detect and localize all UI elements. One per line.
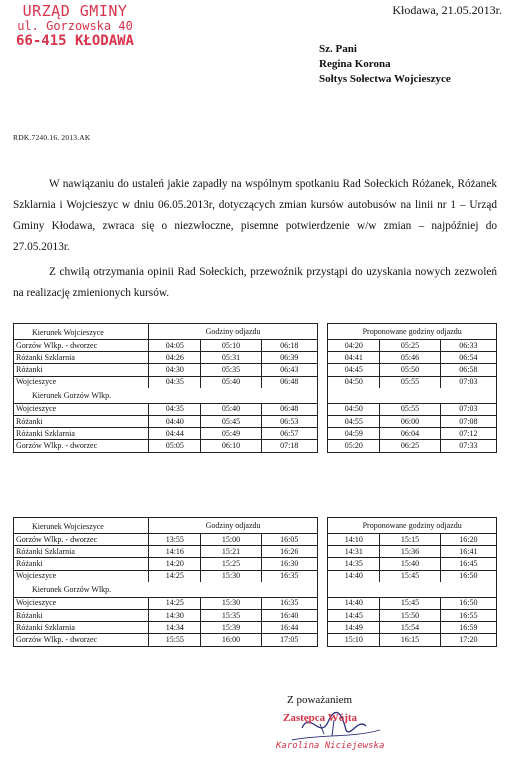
proposed-departure-time: 05:46 [380, 352, 440, 364]
column-gap [317, 428, 327, 440]
proposed-departure-time: 04:50 [328, 403, 380, 415]
current-departure-time: 15:30 [201, 570, 261, 582]
proposed-departure-time: 16:15 [380, 634, 440, 646]
current-departure-time: 06:43 [261, 364, 317, 376]
stop-name: Gorzów Wlkp. - dworzec [14, 634, 149, 646]
current-departure-time: 15:55 [149, 634, 201, 646]
current-departure-time: 05:40 [201, 403, 261, 415]
blank-cell [328, 582, 497, 598]
current-departure-time: 06:48 [261, 403, 317, 415]
stop-name: Wojcieszyce [14, 403, 149, 415]
proposed-departure-time: 05:50 [380, 364, 440, 376]
proposed-departure-time: 07:33 [440, 440, 496, 452]
timetable-row [14, 546, 497, 558]
timetable-row [14, 597, 497, 609]
column-gap [317, 415, 327, 427]
current-departure-time: 05:49 [201, 428, 261, 440]
addressee-block [319, 42, 451, 87]
proposed-departure-time: 15:15 [380, 534, 440, 546]
current-departure-time: 06:48 [261, 376, 317, 388]
stop-name: Różanki Szklarnia [14, 622, 149, 634]
proposed-departure-time: 14:45 [328, 609, 380, 621]
current-departure-time: 06:18 [261, 340, 317, 352]
proposed-departure-time: 14:35 [328, 558, 380, 570]
proposed-departure-time: 05:55 [380, 376, 440, 388]
proposed-departure-time: 04:55 [328, 415, 380, 427]
timetable-row [14, 558, 497, 570]
timetable-row [14, 340, 497, 352]
stamp-line-street: ul. Gorzowska 40 [17, 19, 133, 33]
current-departure-time: 15:39 [201, 622, 261, 634]
signatory-name: Karolina Niciejewska [276, 741, 385, 751]
place-and-date: Kłodawa, 21.05.2013r. [392, 3, 502, 17]
current-departure-time: 15:30 [201, 597, 261, 609]
column-gap [317, 324, 327, 340]
current-departure-time: 05:05 [149, 440, 201, 452]
timetable-row [14, 352, 497, 364]
proposed-departure-time: 06:25 [380, 440, 440, 452]
proposed-departure-time: 05:55 [380, 403, 440, 415]
column-gap [317, 352, 327, 364]
current-departure-time: 16:00 [201, 634, 261, 646]
timetable-row [14, 634, 497, 646]
current-departure-time: 16:40 [261, 609, 317, 621]
current-departure-time: 06:39 [261, 352, 317, 364]
office-stamp [6, 4, 144, 49]
closing-phrase: Z poważaniem [287, 694, 353, 706]
current-departure-time: 14:16 [149, 546, 201, 558]
timetable-afternoon [13, 517, 497, 647]
proposed-departure-time: 06:00 [380, 415, 440, 427]
current-departure-time: 16:44 [261, 622, 317, 634]
proposed-departure-time: 06:33 [440, 340, 496, 352]
column-gap [317, 634, 327, 646]
current-departure-time: 15:35 [201, 609, 261, 621]
proposed-departure-time: 16:50 [440, 597, 496, 609]
current-departure-time: 04:26 [149, 352, 201, 364]
stop-name: Różanki [14, 558, 149, 570]
proposed-departure-time: 14:10 [328, 534, 380, 546]
section-header-row [14, 582, 497, 598]
current-departure-time: 14:25 [149, 597, 201, 609]
current-departure-time: 14:20 [149, 558, 201, 570]
proposed-departure-time: 07:12 [440, 428, 496, 440]
proposed-departure-time: 07:03 [440, 403, 496, 415]
current-departure-time: 04:40 [149, 415, 201, 427]
column-gap [317, 622, 327, 634]
current-departure-time: 16:35 [261, 570, 317, 582]
current-departure-time: 04:30 [149, 364, 201, 376]
stop-name: Wojcieszyce [14, 597, 149, 609]
proposed-departure-time: 16:55 [440, 609, 496, 621]
current-departure-time: 04:05 [149, 340, 201, 352]
stop-name: Gorzów Wlkp. - dworzec [14, 440, 149, 452]
proposed-departure-time: 04:20 [328, 340, 380, 352]
column-gap [317, 534, 327, 546]
proposed-departure-time: 16:20 [440, 534, 496, 546]
current-departure-time: 15:21 [201, 546, 261, 558]
direction-label: Kierunek Gorzów Wlkp. [14, 388, 318, 404]
column-gap [317, 609, 327, 621]
stop-name: Wojcieszyce [14, 376, 149, 388]
current-departure-time: 06:10 [201, 440, 261, 452]
timetable-row [14, 570, 497, 582]
proposed-departure-time: 06:54 [440, 352, 496, 364]
column-gap [317, 364, 327, 376]
reference-number: RDK.7240.16. 2013.AK [13, 133, 91, 142]
proposed-departure-time: 07:03 [440, 376, 496, 388]
direction-label: Kierunek Wojcieszyce [14, 324, 149, 340]
column-gap [317, 570, 327, 582]
proposed-departure-time: 16:59 [440, 622, 496, 634]
stop-name: Różanki Szklarnia [14, 352, 149, 364]
column-gap [317, 597, 327, 609]
blank-cell [328, 388, 497, 404]
proposed-departure-time: 15:40 [380, 558, 440, 570]
current-departure-time: 05:10 [201, 340, 261, 352]
timetable-row [14, 609, 497, 621]
timetable-morning [13, 323, 497, 453]
section-header-row [14, 518, 497, 534]
timetable-row [14, 364, 497, 376]
current-departure-time: 17:05 [261, 634, 317, 646]
proposed-departure-time: 16:41 [440, 546, 496, 558]
current-departure-time: 16:30 [261, 558, 317, 570]
column-gap [317, 582, 327, 598]
proposed-departure-time: 15:45 [380, 597, 440, 609]
proposed-departure-time: 05:25 [380, 340, 440, 352]
proposed-departure-time: 07:08 [440, 415, 496, 427]
timetable-row [14, 403, 497, 415]
timetable-row [14, 376, 497, 388]
signatory-title: Zastępca Wójta [283, 712, 358, 724]
stop-name: Różanki [14, 609, 149, 621]
current-departure-time: 04:44 [149, 428, 201, 440]
departure-times-header: Godziny odjazdu [149, 518, 318, 534]
current-departure-time: 06:57 [261, 428, 317, 440]
current-departure-time: 14:25 [149, 570, 201, 582]
section-header-row [14, 388, 497, 404]
section-header-row [14, 324, 497, 340]
current-departure-time: 06:53 [261, 415, 317, 427]
stop-name: Gorzów Wlkp. - dworzec [14, 340, 149, 352]
column-gap [317, 546, 327, 558]
proposed-departure-time: 14:49 [328, 622, 380, 634]
proposed-times-header: Proponowane godziny odjazdu [328, 324, 497, 340]
stop-name: Różanki Szklarnia [14, 546, 149, 558]
current-departure-time: 15:00 [201, 534, 261, 546]
addressee-salutation: Sz. Pani [319, 43, 357, 55]
proposed-departure-time: 15:50 [380, 609, 440, 621]
stop-name: Różanki [14, 364, 149, 376]
current-departure-time: 04:35 [149, 376, 201, 388]
proposed-times-header: Proponowane godziny odjazdu [328, 518, 497, 534]
timetable-row [14, 534, 497, 546]
proposed-departure-time: 04:45 [328, 364, 380, 376]
current-departure-time: 16:26 [261, 546, 317, 558]
current-departure-time: 14:34 [149, 622, 201, 634]
proposed-departure-time: 06:58 [440, 364, 496, 376]
proposed-departure-time: 15:10 [328, 634, 380, 646]
current-departure-time: 07:18 [261, 440, 317, 452]
current-departure-time: 05:45 [201, 415, 261, 427]
current-departure-time: 13:55 [149, 534, 201, 546]
column-gap [317, 388, 327, 404]
proposed-departure-time: 16:50 [440, 570, 496, 582]
stamp-line-office: URZĄD GMINY [22, 2, 128, 20]
timetable-row [14, 440, 497, 452]
column-gap [317, 403, 327, 415]
column-gap [317, 340, 327, 352]
departure-times-header: Godziny odjazdu [149, 324, 318, 340]
proposed-departure-time: 06:04 [380, 428, 440, 440]
column-gap [317, 440, 327, 452]
column-gap [317, 558, 327, 570]
column-gap [317, 376, 327, 388]
stop-name: Wojcieszyce [14, 570, 149, 582]
current-departure-time: 16:35 [261, 597, 317, 609]
current-departure-time: 05:31 [201, 352, 261, 364]
proposed-departure-time: 15:54 [380, 622, 440, 634]
current-departure-time: 16:05 [261, 534, 317, 546]
paragraph-2: Z chwilą otrzymania opinii Rad Sołeckich, przewoźnik przystąpi do uzyskania nowych zezwoleń na realizację zmienionych kursów. [13, 266, 497, 299]
proposed-departure-time: 14:40 [328, 597, 380, 609]
column-gap [317, 518, 327, 534]
proposed-departure-time: 16:45 [440, 558, 496, 570]
current-departure-time: 04:35 [149, 403, 201, 415]
proposed-departure-time: 04:50 [328, 376, 380, 388]
proposed-departure-time: 14:31 [328, 546, 380, 558]
current-departure-time: 15:25 [201, 558, 261, 570]
timetable-row [14, 415, 497, 427]
letter-body [13, 174, 497, 308]
addressee-function: Sołtys Sołectwa Wojcieszyce [319, 73, 451, 85]
stop-name: Różanki [14, 415, 149, 427]
proposed-departure-time: 05:20 [328, 440, 380, 452]
proposed-departure-time: 15:36 [380, 546, 440, 558]
proposed-departure-time: 04:41 [328, 352, 380, 364]
direction-label: Kierunek Gorzów Wlkp. [14, 582, 318, 598]
timetable-row [14, 428, 497, 440]
proposed-departure-time: 17:20 [440, 634, 496, 646]
stop-name: Różanki Szklarnia [14, 428, 149, 440]
timetable-row [14, 622, 497, 634]
addressee-name: Regina Korona [319, 58, 391, 70]
proposed-departure-time: 15:45 [380, 570, 440, 582]
direction-label: Kierunek Wojcieszyce [14, 518, 149, 534]
proposed-departure-time: 14:40 [328, 570, 380, 582]
stop-name: Gorzów Wlkp. - dworzec [14, 534, 149, 546]
stamp-line-postcode: 66-415 KŁODAWA [15, 33, 134, 49]
current-departure-time: 05:40 [201, 376, 261, 388]
current-departure-time: 05:35 [201, 364, 261, 376]
proposed-departure-time: 04:59 [328, 428, 380, 440]
paragraph-1: W nawiązaniu do ustaleń jakie zapadły na wspólnym spotkaniu Rad Sołeckich Różanek, Różanek Szklarnia i Wojcieszyc w dniu 06.05.2013r, dotyczących zmian kursów autobusów na linii nr 1 – Urząd Gminy Kłodawa, zwraca się o niezwłoczne, pisemne potwierdzenie w/w zmian – najpóźniej do 27.05.2013r. [13, 178, 497, 253]
current-departure-time: 14:30 [149, 609, 201, 621]
